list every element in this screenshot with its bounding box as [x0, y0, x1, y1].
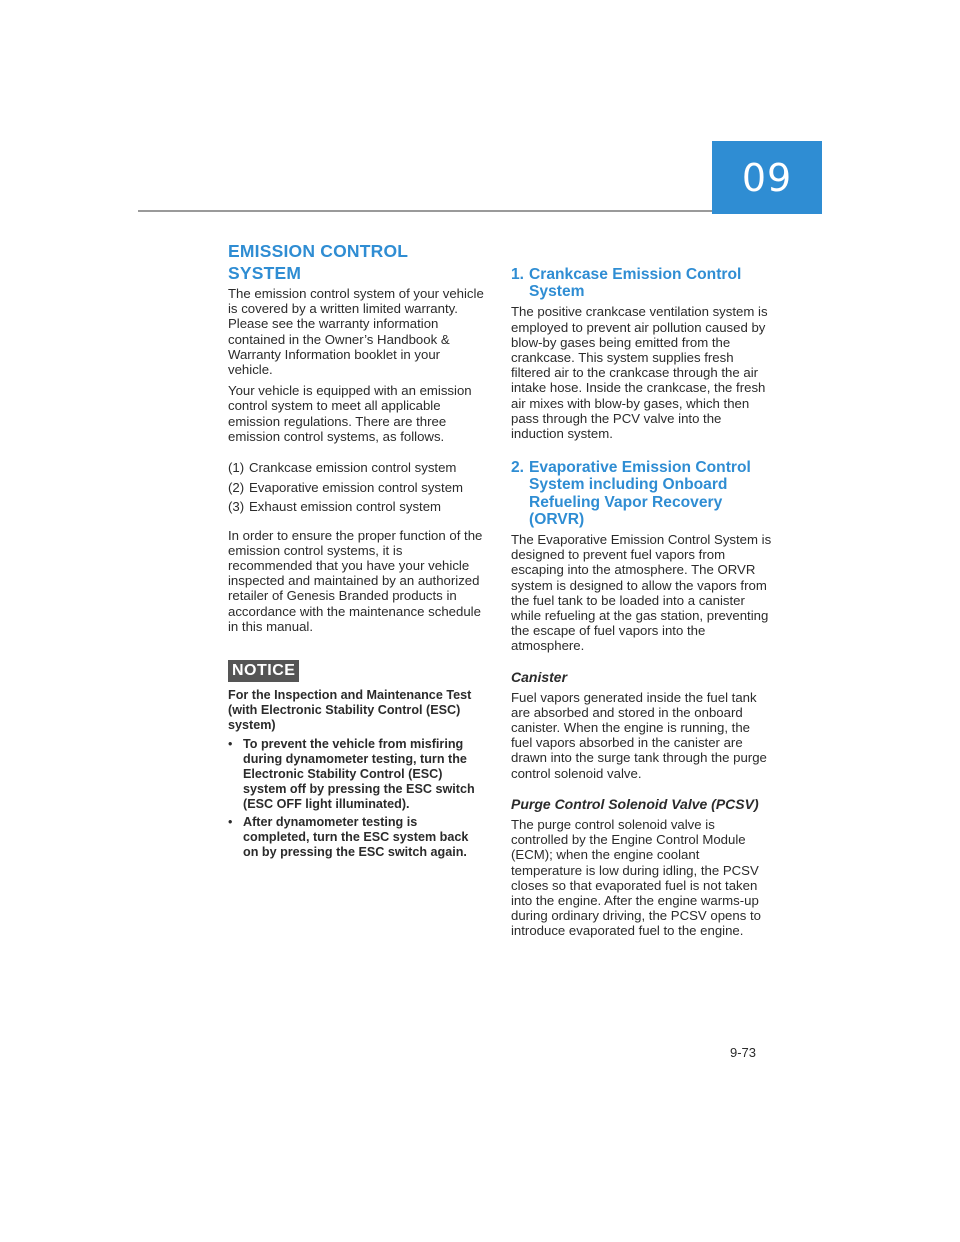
heading-text: Crankcase Emission Control System — [529, 266, 742, 301]
canister-heading: Canister — [511, 668, 568, 685]
evaporative-heading — [511, 459, 773, 528]
maintenance-paragraph: In order to ensure the proper function of the emission control systems, it is recommended that you have your vehicle inspected and maintained by an authorized retailer of Genesis Branded products in accordance with the maintenance schedule in this manual. — [228, 527, 483, 634]
notice-box — [228, 688, 486, 860]
notice-title: For the Inspection and Maintenance Test (with Electronic Stability Control (ESC) system) — [228, 688, 472, 732]
list-item — [228, 480, 486, 495]
list-item-text: Crankcase emission control system — [249, 460, 457, 476]
list-item-number: (1) — [228, 460, 245, 476]
bullet-icon: • — [228, 815, 233, 830]
section-title: EMISSION CONTROL SYSTEM — [228, 241, 408, 283]
bullet-icon: • — [228, 737, 233, 752]
evaporative-body: The Evaporative Emission Control System is designed to prevent fuel vapors from escaping into the atmosphere. The ORVR system is designed to allow the vapors from the fuel tank to be loaded into a canister while refueling at the gas station, preventing the escape of fuel vapors into the atmosphere. — [511, 532, 772, 654]
list-item-number: (2) — [228, 479, 245, 495]
notice-bullet-text: After dynamometer testing is completed, turn the ESC system back on by pressing the ESC switch again. — [243, 815, 469, 860]
chapter-tab: 09 — [712, 141, 822, 214]
systems-paragraph: Your vehicle is equipped with an emission control system to meet all applicable emission regulations. There are three emission control systems, as follows. — [228, 383, 472, 444]
list-item — [228, 499, 486, 514]
list-item-text: Exhaust emission control system — [249, 499, 442, 515]
header-rule — [138, 210, 712, 212]
notice-bullets — [228, 737, 486, 859]
list-item — [228, 460, 486, 475]
heading-number: 1. — [511, 266, 525, 283]
intro-paragraph: The emission control system of your vehicle is covered by a written limited warranty. Please see the warranty information contained in the Owner’s Handbook & Warranty Information booklet in your vehicle. — [228, 286, 484, 378]
notice-badge: NOTICE — [228, 660, 299, 682]
systems-list — [228, 460, 486, 515]
heading-text: Evaporative Emission Control System including Onboard Refueling Vapor Recovery (ORVR) — [529, 459, 751, 528]
notice-bullet — [228, 737, 486, 811]
page-number: 9-73 — [730, 1045, 757, 1060]
right-column — [511, 266, 773, 939]
canister-body: Fuel vapors generated inside the fuel tank are absorbed and stored in the onboard canister. When the engine is running, the fuel vapors absorbed in the canister are drawn into the surge tank through the purge control solenoid valve. — [511, 689, 767, 781]
list-item-number: (3) — [228, 499, 245, 515]
heading-number: 2. — [511, 459, 525, 477]
crankcase-body: The positive crankcase ventilation system is employed to prevent air pollution caused by blow-by gases being emitted from the crankcase. This system supplies fresh filtered air to the crankcase through the air intake hose. Inside the crankcase, the fresh air mixes with blow-by gases, which then pass through the PCV valve into the induction system. — [511, 304, 768, 442]
notice-bullet — [228, 815, 486, 859]
notice-bullet-text: To prevent the vehicle from misfiring during dynamometer testing, turn the Electronic Stability Control (ESC) system off by pressing the ESC switch (ESC OFF light illuminated). — [243, 737, 475, 811]
list-item-text: Evaporative emission control system — [249, 479, 464, 495]
left-column — [228, 240, 486, 864]
crankcase-heading — [511, 266, 773, 300]
pcsv-heading: Purge Control Solenoid Valve (PCSV) — [511, 795, 759, 812]
pcsv-body: The purge control solenoid valve is controlled by the Engine Control Module (ECM); when the engine coolant temperature is low during idling, the PCSV closes so that evaporated fuel is not taken into the engine. After the engine warms-up during ordinary driving, the PCSV opens to introduce evaporated fuel to the engine. — [511, 816, 761, 939]
